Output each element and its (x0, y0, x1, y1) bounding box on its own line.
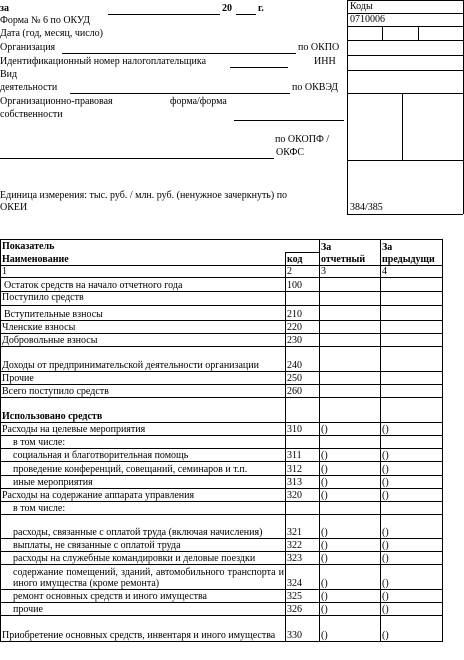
table-row (1, 372, 443, 385)
row-current[interactable]: () (320, 423, 381, 436)
row-current[interactable]: () (320, 449, 381, 462)
period-prefix: за (0, 3, 10, 14)
organization-label: Организация (0, 42, 56, 53)
form-label: Форма № 6 по ОКУД (0, 15, 90, 26)
cash-flow-table (0, 239, 443, 642)
row-code: 240 (286, 347, 320, 372)
row-code: 230 (286, 334, 320, 347)
row-code: 100 (286, 278, 320, 292)
row-previous[interactable] (381, 334, 443, 347)
row-current[interactable] (320, 321, 381, 334)
row-code: 320 (286, 489, 320, 502)
row-current[interactable] (320, 278, 381, 292)
table-row (1, 292, 443, 306)
row-current[interactable]: () (320, 476, 381, 489)
row-name: Остаток средств на начало отчетного года (1, 278, 286, 292)
okud-code: 0710006 (350, 14, 385, 25)
row-current[interactable] (320, 372, 381, 385)
inn-blank[interactable] (230, 67, 288, 68)
codes-title: Коды (350, 1, 373, 12)
row-code: 313 (286, 476, 320, 489)
row-name: Доходы от предпринимательской деятельности организации (1, 347, 286, 372)
activity-blank[interactable] (70, 93, 290, 94)
row-code: 324 (286, 565, 320, 590)
table-row (1, 334, 443, 347)
row-name: Использовано средств (1, 398, 286, 423)
units-label-2: ОКЕИ (0, 202, 28, 213)
row-previous[interactable] (381, 385, 443, 398)
row-current[interactable] (320, 436, 381, 449)
row-name: социальная и благотворительная помощь (1, 449, 286, 462)
row-code: 310 (286, 423, 320, 436)
row-previous[interactable]: () (381, 476, 443, 489)
row-previous[interactable] (381, 347, 443, 372)
column-numbers-row (1, 266, 443, 278)
table-row (1, 552, 443, 565)
inn-label: Идентификационный номер налогоплательщика (0, 56, 207, 67)
head-indicator: Показатель (1, 240, 320, 253)
row-previous[interactable] (381, 502, 443, 515)
table-row (1, 603, 443, 616)
row-name: Поступило средств (1, 292, 286, 306)
row-name: ремонт основных средств и иного имущества (1, 590, 286, 603)
okei-code: 384/385 (350, 202, 383, 213)
row-previous[interactable] (381, 278, 443, 292)
row-previous[interactable] (381, 292, 443, 306)
col-num-1: 1 (1, 266, 286, 278)
row-current[interactable]: () (320, 552, 381, 565)
activity-label-2: деятельности (0, 82, 58, 93)
table-row (1, 462, 443, 476)
row-code: 325 (286, 590, 320, 603)
period-blank[interactable] (108, 14, 220, 15)
row-code (286, 436, 320, 449)
date-label: Дата (год, месяц, число) (0, 28, 103, 39)
row-previous[interactable]: () (381, 565, 443, 590)
row-code: 210 (286, 306, 320, 321)
head-current-2: отчетный (320, 253, 381, 266)
legal-form-label-1b: форма/форма (170, 96, 227, 107)
row-name: выплаты, не связанные с оплатой труда (1, 539, 286, 552)
table-row (1, 590, 443, 603)
row-current[interactable]: () (320, 603, 381, 616)
row-name: Вступительные взносы (1, 306, 286, 321)
year-blank[interactable] (236, 14, 256, 15)
col-num-3: 3 (320, 266, 381, 278)
units-label-1: Единица измерения: тыс. руб. / млн. руб. (ненужное зачеркнуть) по (0, 190, 288, 201)
table-row (1, 476, 443, 489)
row-code: 323 (286, 552, 320, 565)
table-row (1, 347, 443, 372)
okopf-label-1: по ОКОПФ / (275, 134, 330, 145)
activity-label-1: Вид (0, 69, 18, 80)
head-current-1: За (320, 240, 381, 253)
head-prev-1: За (381, 240, 443, 253)
row-name: в том числе: (1, 436, 286, 449)
table-row (1, 436, 443, 449)
row-previous[interactable]: () (381, 552, 443, 565)
row-current[interactable]: () (320, 539, 381, 552)
table-head-row-1 (1, 240, 443, 253)
row-current[interactable] (320, 385, 381, 398)
row-previous[interactable]: () (381, 616, 443, 642)
legal-form-label-2: собственности (0, 109, 63, 120)
row-previous[interactable]: () (381, 590, 443, 603)
table-row (1, 515, 443, 539)
row-name: расходы, связанные с оплатой труда (включая начисления) (1, 515, 286, 539)
inn-code-label: ИНН (314, 56, 336, 67)
row-previous[interactable]: () (381, 449, 443, 462)
row-name: содержание помещений, зданий, автомобильного транспорта и иного имущества (кроме ремонта) (1, 565, 286, 590)
row-current[interactable] (320, 398, 381, 423)
row-name: в том числе: (1, 502, 286, 515)
row-name: расходы на служебные командировки и деловые поездки (1, 552, 286, 565)
row-code: 250 (286, 372, 320, 385)
okpo-label: по ОКПО (298, 42, 340, 53)
row-previous[interactable] (381, 321, 443, 334)
legal-form-blank[interactable] (234, 120, 344, 121)
row-name: проведение конференций, совещаний, семинаров и т.п. (1, 462, 286, 476)
row-code: 312 (286, 462, 320, 476)
row-current[interactable]: () (320, 462, 381, 476)
row-code: 322 (286, 539, 320, 552)
row-previous[interactable] (381, 398, 443, 423)
row-code: 260 (286, 385, 320, 398)
row-current[interactable] (320, 502, 381, 515)
row-code: 311 (286, 449, 320, 462)
row-previous[interactable]: () (381, 515, 443, 539)
row-name: Всего поступило средств (1, 385, 286, 398)
table-row (1, 385, 443, 398)
table-row (1, 489, 443, 502)
table-row (1, 616, 443, 642)
row-code: 330 (286, 616, 320, 642)
row-current[interactable] (320, 347, 381, 372)
legal-form-label-1a: Организационно-правовая (0, 96, 113, 107)
row-previous[interactable] (381, 306, 443, 321)
table-row (1, 423, 443, 436)
table-row (1, 398, 443, 423)
row-previous[interactable]: () (381, 462, 443, 476)
table-row (1, 321, 443, 334)
col-num-2: 2 (286, 266, 320, 278)
row-previous[interactable]: () (381, 539, 443, 552)
row-previous[interactable]: () (381, 423, 443, 436)
row-current[interactable]: () (320, 590, 381, 603)
head-name: Наименование (1, 253, 286, 266)
row-code: 321 (286, 515, 320, 539)
row-name: иные мероприятия (1, 476, 286, 489)
okved-label: по ОКВЭД (292, 82, 338, 93)
year-prefix: 20 (222, 3, 232, 14)
row-current[interactable]: () (320, 616, 381, 642)
okopf-label-2: ОКФС (276, 147, 305, 158)
row-name: Приобретение основных средств, инвентаря и иного имущества (1, 616, 286, 642)
table-row (1, 565, 443, 590)
year-unit: г. (258, 3, 264, 14)
table-row (1, 502, 443, 515)
row-name: Расходы на целевые мероприятия (1, 423, 286, 436)
row-current[interactable]: () (320, 565, 381, 590)
row-current[interactable]: () (320, 489, 381, 502)
row-current[interactable] (320, 306, 381, 321)
head-prev-2: предыдущи (381, 253, 443, 266)
row-previous[interactable] (381, 372, 443, 385)
row-name: Членские взносы (1, 321, 286, 334)
row-current[interactable] (320, 292, 381, 306)
row-previous[interactable] (381, 436, 443, 449)
table-row (1, 306, 443, 321)
table-row (1, 539, 443, 552)
table-row (1, 278, 443, 292)
row-current[interactable]: () (320, 515, 381, 539)
row-code (286, 502, 320, 515)
row-current[interactable] (320, 334, 381, 347)
row-name: Прочие (1, 372, 286, 385)
row-previous[interactable]: () (381, 489, 443, 502)
row-code: 220 (286, 321, 320, 334)
ownership-blank[interactable] (0, 158, 274, 159)
head-code: код (286, 253, 320, 266)
row-previous[interactable]: () (381, 603, 443, 616)
row-name: Расходы на содержание аппарата управления (1, 489, 286, 502)
row-code (286, 398, 320, 423)
table-head-row-2 (1, 253, 443, 266)
table-row (1, 449, 443, 462)
row-code (286, 292, 320, 306)
row-name: Добровольные взносы (1, 334, 286, 347)
row-name: прочие (1, 603, 286, 616)
organization-blank[interactable] (62, 53, 296, 54)
col-num-4: 4 (381, 266, 443, 278)
row-code: 326 (286, 603, 320, 616)
